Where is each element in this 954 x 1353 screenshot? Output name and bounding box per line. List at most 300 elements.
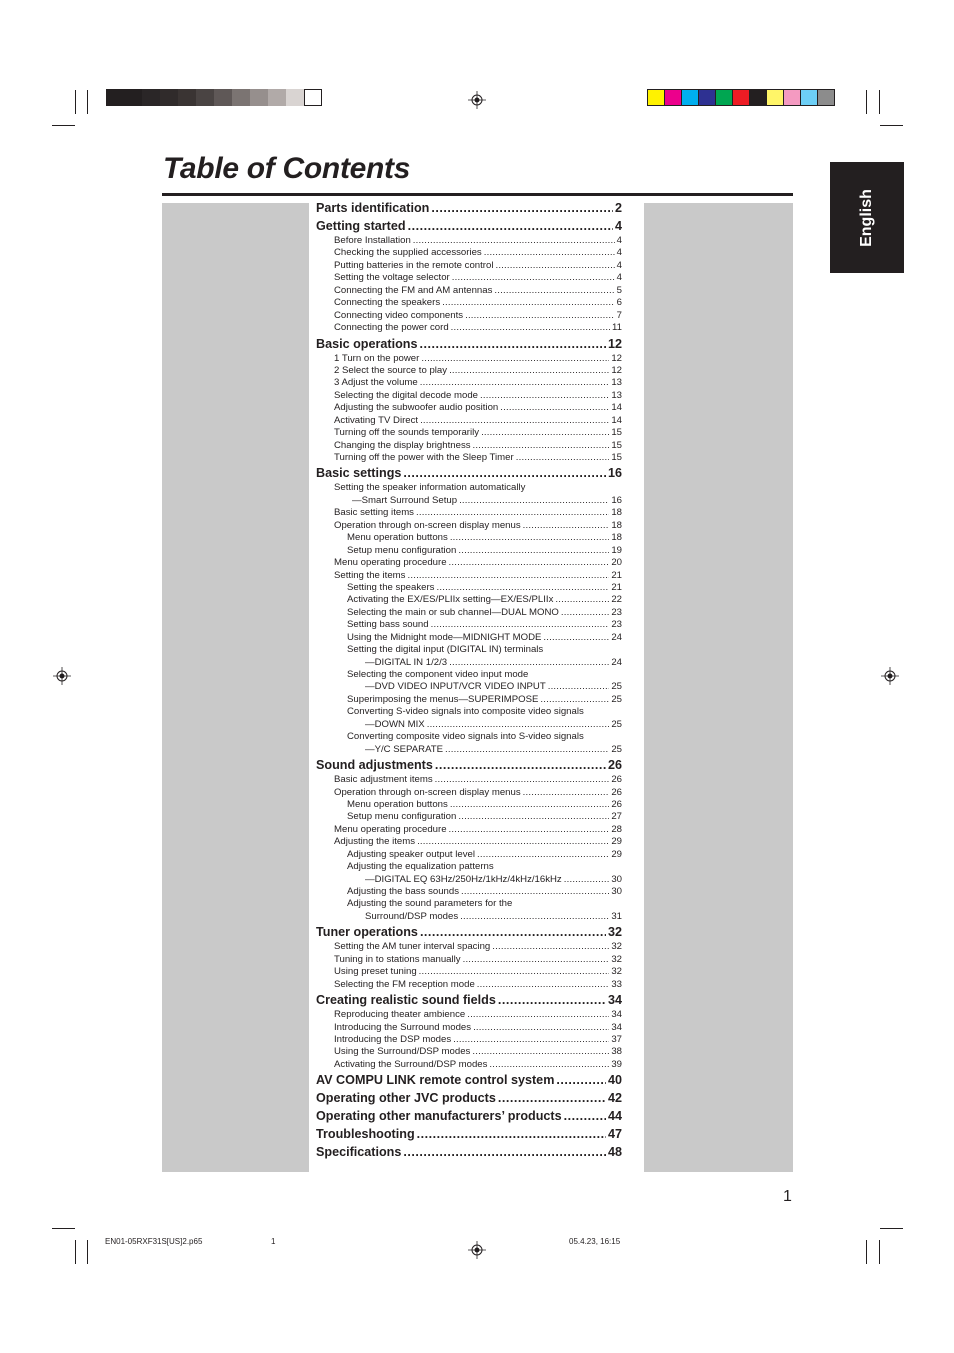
page-number: 1 xyxy=(783,1188,792,1205)
toc-title: Before Installation xyxy=(334,235,411,246)
toc-title: —Smart Surround Setup xyxy=(352,494,458,506)
toc-leader xyxy=(453,1034,609,1046)
toc-page-number: 32 xyxy=(611,941,622,953)
toc-title: Selecting the component video input mode xyxy=(347,669,529,680)
toc-title: Selecting the main or sub channel—DUAL MONO xyxy=(347,606,559,618)
toc-page-number: 6 xyxy=(616,297,622,309)
color-swatch xyxy=(232,89,250,106)
toc-page-number: 2 xyxy=(614,201,622,215)
toc-section xyxy=(316,992,622,1009)
toc-title: Converting composite video signals into S-video signals xyxy=(347,731,584,743)
color-swatch xyxy=(250,89,268,106)
toc-title: Turning off the sounds temporarily xyxy=(334,427,480,439)
footer-page: 1 xyxy=(271,1237,276,1246)
color-swatch xyxy=(214,89,232,106)
toc-page-number: 20 xyxy=(611,557,622,569)
toc-title: Setting the AM tuner interval spacing xyxy=(334,941,491,953)
toc-entry xyxy=(316,402,622,414)
color-calibration-bar xyxy=(647,89,834,106)
toc-leader xyxy=(543,632,609,644)
toc-leader xyxy=(463,954,610,966)
toc-leader xyxy=(458,811,609,823)
toc-leader xyxy=(516,452,610,464)
toc-title: —DVD VIDEO INPUT/VCR VIDEO INPUT xyxy=(365,681,546,693)
toc-title: Selecting the FM reception mode xyxy=(334,978,475,990)
toc-title: Adjusting the bass sounds xyxy=(347,886,460,897)
toc-entry xyxy=(316,774,622,786)
color-swatch xyxy=(196,89,214,106)
toc-title: Operating other manufacturers’ products xyxy=(316,1109,562,1124)
toc-page-number: 29 xyxy=(611,836,622,848)
toc-page-number: 12 xyxy=(611,364,622,376)
toc-page-number: 26 xyxy=(607,758,622,773)
crop-mark xyxy=(879,90,880,114)
toc-leader xyxy=(403,465,606,482)
toc-page-number: 34 xyxy=(607,993,622,1008)
toc-leader xyxy=(417,1126,606,1143)
toc-entry xyxy=(316,811,622,823)
toc-leader xyxy=(436,582,609,594)
crop-mark xyxy=(880,1228,903,1229)
toc-entry xyxy=(316,247,622,259)
toc-leader xyxy=(420,415,609,427)
toc-page-number: 32 xyxy=(607,925,622,940)
toc-section xyxy=(316,757,622,774)
toc-title: Setting the items xyxy=(334,569,406,581)
toc-leader xyxy=(449,557,610,569)
toc-leader xyxy=(492,941,609,953)
toc-leader xyxy=(556,1072,606,1089)
color-swatch xyxy=(715,89,733,106)
toc-page-number: 32 xyxy=(611,953,622,965)
toc-title: Adjusting speaker output level xyxy=(347,848,475,860)
color-swatch xyxy=(766,89,784,106)
toc-section xyxy=(316,200,622,217)
toc-entry xyxy=(316,824,622,836)
language-label: English xyxy=(858,188,875,247)
toc-page-number: 5 xyxy=(616,284,622,296)
toc-title: Setting bass sound xyxy=(347,619,429,631)
toc-page-number: 7 xyxy=(616,309,622,321)
toc-title: Putting batteries in the remote control xyxy=(334,259,494,271)
toc-leader xyxy=(417,836,609,848)
toc-entry xyxy=(316,260,622,272)
toc-page-number: 18 xyxy=(611,532,622,544)
toc-title: Using the Surround/DSP modes xyxy=(334,1046,471,1058)
toc-entry xyxy=(316,582,622,594)
toc-title: Introducing the DSP modes xyxy=(334,1033,452,1045)
toc-entry xyxy=(316,285,622,297)
toc-page-number: 15 xyxy=(611,427,622,439)
toc-leader xyxy=(431,200,613,217)
toc-page-number: 37 xyxy=(611,1033,622,1045)
toc-page-number: 25 xyxy=(611,718,622,730)
toc-entry xyxy=(316,744,622,756)
toc-leader xyxy=(561,607,609,619)
color-swatch xyxy=(106,89,124,106)
toc-title: Creating realistic sound fields xyxy=(316,993,496,1008)
toc-title: Checking the supplied accessories xyxy=(334,247,482,259)
toc-entry xyxy=(316,619,622,631)
color-swatch xyxy=(664,89,682,106)
toc-entry xyxy=(316,694,622,706)
toc-page-number: 13 xyxy=(611,377,622,389)
toc-title: —DIGITAL EQ 63Hz/250Hz/1kHz/4kHz/16kHz xyxy=(365,873,562,885)
toc-page-number: 48 xyxy=(607,1145,622,1160)
grayscale-calibration-bar xyxy=(106,89,322,106)
color-swatch xyxy=(286,89,304,106)
toc-entry xyxy=(316,966,622,978)
toc-entry xyxy=(316,979,622,991)
toc-entry xyxy=(316,911,622,923)
toc-title: Adjusting the items xyxy=(334,836,416,848)
crop-mark xyxy=(866,90,867,114)
toc-page-number: 4 xyxy=(616,235,622,246)
toc-entry xyxy=(316,657,622,669)
toc-page-number: 32 xyxy=(611,966,622,978)
toc-title: Adjusting the subwoofer audio position xyxy=(334,402,499,414)
toc-entry xyxy=(316,482,622,494)
toc-page-number: 44 xyxy=(607,1109,622,1124)
toc-page-number: 40 xyxy=(607,1073,622,1088)
color-swatch xyxy=(304,89,322,106)
toc-leader xyxy=(480,390,609,402)
toc-leader xyxy=(420,377,610,389)
toc-page-number: 23 xyxy=(611,619,622,631)
toc-page-number: 21 xyxy=(611,581,622,593)
toc-entry xyxy=(316,632,622,644)
toc-title: AV COMPU LINK remote control system xyxy=(316,1073,555,1088)
toc-page-number: 42 xyxy=(607,1091,622,1106)
toc-page-number: 28 xyxy=(611,823,622,835)
toc-page-number: 12 xyxy=(611,352,622,364)
toc-page-number: 4 xyxy=(616,259,622,271)
toc-title: Setting the digital input (DIGITAL IN) terminals xyxy=(347,644,544,656)
toc-leader xyxy=(465,310,615,322)
toc-leader xyxy=(459,495,609,507)
toc-entry xyxy=(316,941,622,953)
toc-title: Changing the display brightness xyxy=(334,439,471,451)
color-swatch xyxy=(783,89,801,106)
color-swatch xyxy=(647,89,665,106)
toc-leader xyxy=(427,719,610,731)
toc-section xyxy=(316,218,622,235)
toc-leader xyxy=(421,353,609,365)
toc-title: Troubleshooting xyxy=(316,1127,415,1142)
toc-leader xyxy=(484,247,615,259)
toc-leader xyxy=(413,235,615,247)
toc-entry xyxy=(316,1034,622,1046)
toc-title: Sound adjustments xyxy=(316,758,433,773)
toc-entry xyxy=(316,570,622,582)
page-title: Table of Contents xyxy=(163,152,411,185)
toc-title: Setting the speakers xyxy=(347,581,435,593)
toc-leader xyxy=(419,966,610,978)
toc-page-number: 14 xyxy=(611,414,622,426)
toc-title: Converting S-video signals into composite video signals xyxy=(347,706,584,718)
toc-page-number: 15 xyxy=(611,452,622,463)
toc-page-number: 18 xyxy=(611,519,622,531)
toc-page-number: 47 xyxy=(607,1127,622,1142)
toc-leader xyxy=(523,787,610,799)
footer-timestamp: 05.4.23, 16:15 xyxy=(569,1237,621,1246)
toc-entry xyxy=(316,594,622,606)
toc-list xyxy=(316,200,622,1161)
toc-entry xyxy=(316,1022,622,1034)
toc-entry xyxy=(316,272,622,284)
toc-leader xyxy=(458,545,609,557)
toc-title: Using preset tuning xyxy=(334,966,417,978)
toc-page-number: 23 xyxy=(611,606,622,618)
toc-leader xyxy=(489,1059,609,1071)
toc-title: Menu operation buttons xyxy=(347,798,448,810)
toc-page-number: 16 xyxy=(607,466,622,481)
toc-title: Basic adjustment items xyxy=(334,774,433,786)
toc-page-number: 4 xyxy=(616,272,622,284)
toc-leader xyxy=(548,681,610,693)
crop-mark xyxy=(52,1228,75,1229)
crop-mark xyxy=(75,90,76,114)
toc-entry xyxy=(316,874,622,886)
toc-entry xyxy=(316,353,622,365)
toc-leader xyxy=(408,218,613,235)
toc-title: 1 Turn on the power xyxy=(334,352,420,364)
toc-page-number: 30 xyxy=(611,873,622,885)
toc-entry xyxy=(316,377,622,389)
toc-page-number: 25 xyxy=(611,743,622,755)
toc-leader xyxy=(435,757,606,774)
toc-title: Operation through on-screen display menus xyxy=(334,519,521,531)
toc-title: Adjusting the sound parameters for the xyxy=(347,898,513,910)
toc-entry xyxy=(316,415,622,427)
toc-leader xyxy=(540,694,609,706)
toc-leader xyxy=(450,532,610,544)
toc-page-number: 25 xyxy=(611,681,622,693)
toc-section xyxy=(316,1126,622,1143)
toc-leader xyxy=(523,520,610,532)
title-rule xyxy=(162,193,793,196)
toc-title: 3 Adjust the volume xyxy=(334,377,418,389)
color-swatch xyxy=(817,89,835,106)
toc-leader xyxy=(564,874,610,886)
color-swatch xyxy=(178,89,196,106)
toc-leader xyxy=(450,799,610,811)
toc-title: —DIGITAL IN 1/2/3 xyxy=(365,656,448,668)
toc-section xyxy=(316,1090,622,1107)
toc-leader xyxy=(419,336,606,353)
toc-leader xyxy=(473,440,610,452)
toc-title: Activating TV Direct xyxy=(334,414,419,426)
registration-mark-icon xyxy=(468,91,486,109)
toc-entry xyxy=(316,681,622,693)
toc-leader xyxy=(460,911,609,923)
toc-entry xyxy=(316,607,622,619)
toc-entry xyxy=(316,532,622,544)
color-swatch xyxy=(681,89,699,106)
toc-title: Using the Midnight mode—MIDNIGHT MODE xyxy=(347,631,542,643)
toc-entry xyxy=(316,495,622,507)
toc-leader xyxy=(420,924,606,941)
toc-section xyxy=(316,924,622,941)
toc-entry xyxy=(316,731,622,743)
toc-leader xyxy=(564,1108,606,1125)
registration-mark-icon xyxy=(468,1241,486,1259)
toc-page-number: 4 xyxy=(614,219,622,233)
toc-entry xyxy=(316,557,622,569)
crop-mark xyxy=(866,1240,867,1264)
toc-entry xyxy=(316,706,622,718)
crop-mark xyxy=(87,90,88,114)
toc-page-number: 4 xyxy=(616,247,622,259)
toc-section xyxy=(316,1144,622,1161)
language-tab xyxy=(830,162,904,273)
toc-leader xyxy=(449,365,609,377)
toc-title: Tuning in to stations manually xyxy=(334,953,461,965)
toc-title: Operation through on-screen display menus xyxy=(334,786,521,798)
toc-entry xyxy=(316,390,622,402)
toc-title: —DOWN MIX xyxy=(365,718,425,730)
toc-page-number: 29 xyxy=(611,848,622,860)
color-swatch xyxy=(160,89,178,106)
toc-page-number: 26 xyxy=(611,798,622,810)
toc-page-number: 26 xyxy=(611,786,622,798)
color-swatch xyxy=(142,89,160,106)
toc-title: Connecting the power cord xyxy=(334,322,449,334)
toc-title: Reproducing theater ambience xyxy=(334,1009,466,1021)
color-swatch xyxy=(698,89,716,106)
toc-title: Adjusting the equalization patterns xyxy=(347,861,494,873)
toc-title: Setting the voltage selector xyxy=(334,272,450,284)
toc-title: Superimposing the menus—SUPERIMPOSE xyxy=(347,693,539,705)
right-panel xyxy=(644,203,793,1172)
toc-section xyxy=(316,336,622,353)
toc-entry xyxy=(316,954,622,966)
toc-leader xyxy=(498,992,606,1009)
footer-filename: EN01-05RXF31S[US]2.p65 xyxy=(105,1237,203,1246)
crop-mark xyxy=(75,1240,76,1264)
toc-entry xyxy=(316,861,622,873)
toc-title: Operating other JVC products xyxy=(316,1091,496,1106)
toc-page-number: 12 xyxy=(607,336,622,351)
toc-page-number: 24 xyxy=(611,656,622,668)
toc-entry xyxy=(316,836,622,848)
toc-leader xyxy=(449,824,610,836)
toc-title: Menu operating procedure xyxy=(334,557,447,569)
toc-entry xyxy=(316,322,622,334)
color-swatch xyxy=(268,89,286,106)
toc-title: Setup menu configuration xyxy=(347,544,457,556)
toc-entry xyxy=(316,545,622,557)
toc-page-number: 16 xyxy=(611,494,622,506)
toc-section xyxy=(316,465,622,482)
toc-title: Specifications xyxy=(316,1145,402,1160)
toc-entry xyxy=(316,719,622,731)
toc-entry xyxy=(316,886,622,898)
crop-mark xyxy=(52,125,75,126)
toc-leader xyxy=(442,297,615,309)
crop-mark xyxy=(880,125,903,126)
toc-leader xyxy=(500,402,609,414)
toc-entry xyxy=(316,310,622,322)
color-swatch xyxy=(732,89,750,106)
toc-title: Activating the EX/ES/PLIIx setting—EX/ES/PLIIx xyxy=(347,594,554,606)
toc-page-number: 27 xyxy=(611,811,622,823)
toc-entry xyxy=(316,644,622,656)
toc-title: Surround/DSP modes xyxy=(365,910,459,922)
toc-leader xyxy=(481,427,609,439)
toc-title: Activating the Surround/DSP modes xyxy=(334,1058,488,1070)
toc-section xyxy=(316,1108,622,1125)
toc-leader xyxy=(494,285,614,297)
toc-page-number: 30 xyxy=(611,886,622,897)
toc-leader xyxy=(555,594,609,606)
left-panel xyxy=(162,203,309,1172)
registration-mark-icon xyxy=(53,667,71,685)
color-swatch xyxy=(124,89,142,106)
toc-page-number: 21 xyxy=(611,569,622,581)
toc-entry xyxy=(316,440,622,452)
toc-page-number: 39 xyxy=(611,1058,622,1070)
toc-title: Connecting video components xyxy=(334,309,464,321)
toc-page-number: 25 xyxy=(611,693,622,705)
toc-title: 2 Select the source to play xyxy=(334,364,448,376)
toc-title: Getting started xyxy=(316,219,406,233)
crop-mark xyxy=(879,1240,880,1264)
color-swatch xyxy=(800,89,818,106)
toc-entry xyxy=(316,427,622,439)
toc-title: Menu operation buttons xyxy=(347,532,448,544)
toc-leader xyxy=(498,1090,606,1107)
toc-title: Basic setting items xyxy=(334,507,414,519)
toc-title: Setup menu configuration xyxy=(347,811,457,823)
toc-entry xyxy=(316,669,622,681)
toc-page-number: 18 xyxy=(611,507,622,519)
toc-entry xyxy=(316,1009,622,1021)
toc-leader xyxy=(473,1022,609,1034)
toc-leader xyxy=(452,272,615,284)
toc-entry xyxy=(316,849,622,861)
toc-title: Connecting the FM and AM antennas xyxy=(334,284,493,296)
toc-entry xyxy=(316,898,622,910)
toc-title: Basic operations xyxy=(316,336,418,351)
toc-page-number: 22 xyxy=(611,594,622,606)
toc-page-number: 14 xyxy=(611,402,622,414)
toc-page-number: 11 xyxy=(612,322,622,334)
toc-entry xyxy=(316,787,622,799)
toc-title: Connecting the speakers xyxy=(334,297,441,309)
toc-leader xyxy=(467,1009,609,1021)
toc-entry xyxy=(316,235,622,247)
toc-leader xyxy=(431,619,610,631)
toc-section xyxy=(316,1072,622,1089)
toc-page-number: 24 xyxy=(611,631,622,643)
toc-page-number: 19 xyxy=(611,544,622,556)
toc-page-number: 15 xyxy=(611,439,622,451)
toc-leader xyxy=(477,979,610,991)
toc-page-number: 38 xyxy=(611,1046,622,1058)
toc-leader xyxy=(451,322,610,334)
toc-title: Basic settings xyxy=(316,466,402,481)
toc-entry xyxy=(316,799,622,811)
toc-title: Tuner operations xyxy=(316,925,418,940)
toc-entry xyxy=(316,365,622,377)
toc-title: Parts identification xyxy=(316,201,430,215)
toc-leader xyxy=(445,744,609,756)
toc-page-number: 33 xyxy=(611,978,622,990)
crop-mark xyxy=(87,1240,88,1264)
toc-title: Turning off the power with the Sleep Timer xyxy=(334,452,514,463)
toc-leader xyxy=(435,774,610,786)
